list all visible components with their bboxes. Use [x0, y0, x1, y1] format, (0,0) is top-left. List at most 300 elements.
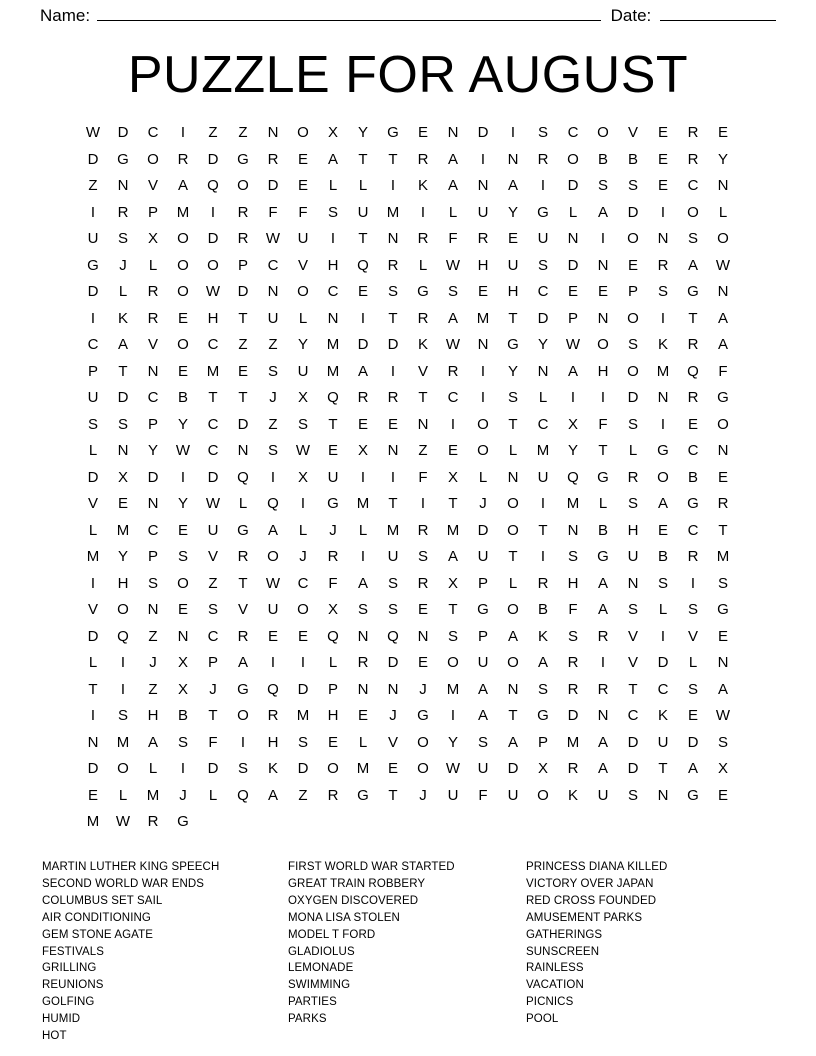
grid-cell[interactable]: G	[537, 707, 549, 725]
grid-cell[interactable]: O	[237, 177, 249, 195]
grid-cell[interactable]: N	[147, 362, 159, 380]
grid-cell[interactable]: R	[147, 283, 159, 301]
grid-cell[interactable]: R	[327, 548, 339, 566]
grid-cell[interactable]: D	[267, 177, 279, 195]
grid-cell[interactable]: X	[297, 389, 308, 407]
grid-cell[interactable]: Y	[567, 442, 578, 460]
grid-cell[interactable]: Z	[298, 786, 308, 804]
grid-cell[interactable]: I	[90, 203, 96, 221]
grid-cell[interactable]: E	[567, 283, 578, 301]
grid-cell[interactable]: S	[87, 415, 98, 433]
grid-cell[interactable]: E	[447, 442, 458, 460]
grid-cell[interactable]: U	[387, 548, 399, 566]
grid-cell[interactable]: C	[207, 442, 219, 460]
grid-cell[interactable]: K	[117, 309, 128, 327]
grid-cell[interactable]: T	[448, 601, 458, 619]
grid-cell[interactable]: I	[360, 468, 366, 486]
grid-cell[interactable]: A	[507, 733, 518, 751]
grid-cell[interactable]: U	[507, 786, 519, 804]
grid-cell[interactable]: L	[328, 654, 338, 672]
word-list-item[interactable]: PARKS	[288, 1013, 327, 1026]
grid-cell[interactable]: T	[508, 707, 518, 725]
grid-cell[interactable]: G	[237, 521, 249, 539]
grid-cell[interactable]: N	[567, 521, 579, 539]
grid-cell[interactable]: E	[327, 442, 338, 460]
grid-cell[interactable]: N	[597, 309, 609, 327]
grid-cell[interactable]: E	[327, 733, 338, 751]
grid-cell[interactable]: D	[477, 521, 489, 539]
grid-cell[interactable]: X	[117, 468, 128, 486]
grid-cell[interactable]: N	[237, 442, 249, 460]
word-list-item[interactable]: SUNSCREEN	[526, 945, 600, 958]
grid-cell[interactable]: T	[388, 495, 398, 513]
grid-cell[interactable]: S	[387, 574, 398, 592]
grid-cell[interactable]: R	[387, 256, 399, 274]
grid-cell[interactable]: R	[237, 548, 249, 566]
grid-cell[interactable]: Q	[117, 627, 129, 645]
grid-cell[interactable]: N	[567, 230, 579, 248]
grid-cell[interactable]: O	[177, 230, 189, 248]
grid-cell[interactable]: S	[537, 124, 548, 142]
grid-cell[interactable]: O	[537, 786, 549, 804]
grid-cell[interactable]: K	[267, 760, 278, 778]
grid-cell[interactable]: I	[90, 309, 96, 327]
grid-cell[interactable]: A	[447, 177, 458, 195]
grid-cell[interactable]: N	[597, 707, 609, 725]
grid-cell[interactable]: T	[238, 309, 248, 327]
grid-cell[interactable]: Q	[387, 627, 399, 645]
word-list-item[interactable]: HOT	[42, 1030, 67, 1043]
grid-cell[interactable]: Y	[117, 548, 128, 566]
grid-cell[interactable]: S	[627, 601, 638, 619]
grid-cell[interactable]: I	[270, 654, 276, 672]
grid-cell[interactable]: V	[387, 733, 398, 751]
grid-cell[interactable]: I	[210, 203, 216, 221]
grid-cell[interactable]: I	[660, 203, 666, 221]
grid-cell[interactable]: J	[119, 256, 127, 274]
grid-cell[interactable]: V	[207, 548, 218, 566]
grid-cell[interactable]: G	[117, 150, 129, 168]
grid-cell[interactable]: F	[568, 601, 578, 619]
grid-cell[interactable]: A	[507, 627, 518, 645]
grid-cell[interactable]: N	[507, 150, 519, 168]
grid-cell[interactable]: F	[208, 733, 218, 751]
grid-cell[interactable]: T	[388, 786, 398, 804]
grid-cell[interactable]: S	[177, 733, 188, 751]
grid-cell[interactable]: M	[146, 786, 160, 804]
grid-cell[interactable]: X	[177, 654, 188, 672]
grid-cell[interactable]: O	[627, 230, 639, 248]
grid-cell[interactable]: H	[507, 283, 519, 301]
grid-cell[interactable]: E	[357, 707, 368, 725]
grid-cell[interactable]: G	[507, 336, 519, 354]
word-list-item[interactable]: GATHERINGS	[526, 928, 603, 941]
grid-cell[interactable]: W	[265, 574, 281, 592]
grid-cell[interactable]: F	[478, 786, 488, 804]
grid-cell[interactable]: H	[627, 521, 639, 539]
grid-cell[interactable]: I	[390, 177, 396, 195]
grid-cell[interactable]: E	[687, 415, 698, 433]
grid-cell[interactable]: N	[147, 495, 159, 513]
grid-cell[interactable]: X	[327, 124, 338, 142]
grid-cell[interactable]: N	[627, 574, 639, 592]
grid-cell[interactable]: G	[687, 786, 699, 804]
grid-cell[interactable]: U	[537, 468, 549, 486]
grid-cell[interactable]: O	[297, 601, 309, 619]
grid-cell[interactable]: V	[87, 495, 98, 513]
word-list-item[interactable]: SWIMMING	[288, 979, 351, 992]
grid-cell[interactable]: R	[237, 203, 249, 221]
grid-cell[interactable]: R	[267, 707, 279, 725]
grid-cell[interactable]: W	[265, 230, 281, 248]
grid-cell[interactable]: D	[207, 760, 219, 778]
grid-cell[interactable]: I	[480, 362, 486, 380]
grid-cell[interactable]: I	[510, 124, 516, 142]
grid-cell[interactable]: C	[147, 389, 159, 407]
grid-cell[interactable]: U	[627, 548, 639, 566]
grid-cell[interactable]: W	[175, 442, 191, 460]
grid-cell[interactable]: T	[628, 680, 638, 698]
grid-cell[interactable]: R	[627, 468, 639, 486]
grid-cell[interactable]: J	[179, 786, 187, 804]
grid-cell[interactable]: I	[270, 468, 276, 486]
grid-cell[interactable]: M	[176, 203, 190, 221]
grid-cell[interactable]: G	[597, 548, 609, 566]
grid-cell[interactable]: I	[600, 654, 606, 672]
grid-cell[interactable]: A	[117, 336, 128, 354]
grid-cell[interactable]: N	[717, 442, 729, 460]
grid-cell[interactable]: Z	[238, 124, 248, 142]
grid-cell[interactable]: F	[328, 574, 338, 592]
grid-cell[interactable]: C	[627, 707, 639, 725]
grid-cell[interactable]: A	[357, 362, 368, 380]
grid-cell[interactable]: W	[445, 256, 461, 274]
grid-cell[interactable]: O	[687, 203, 699, 221]
grid-cell[interactable]: Z	[238, 336, 248, 354]
grid-cell[interactable]: P	[567, 309, 578, 327]
grid-cell[interactable]: R	[687, 389, 699, 407]
grid-cell[interactable]: X	[297, 468, 308, 486]
grid-cell[interactable]: Y	[177, 495, 188, 513]
word-list-item[interactable]: FESTIVALS	[42, 945, 105, 958]
grid-cell[interactable]: A	[717, 336, 728, 354]
grid-cell[interactable]: O	[597, 124, 609, 142]
grid-cell[interactable]: C	[207, 627, 219, 645]
grid-cell[interactable]: E	[297, 150, 308, 168]
grid-cell[interactable]: C	[327, 283, 339, 301]
grid-cell[interactable]: Q	[357, 256, 369, 274]
grid-cell[interactable]: B	[177, 389, 188, 407]
grid-cell[interactable]: D	[87, 760, 99, 778]
grid-cell[interactable]: E	[357, 415, 368, 433]
grid-cell[interactable]: S	[327, 203, 338, 221]
grid-cell[interactable]: S	[657, 574, 668, 592]
grid-cell[interactable]: O	[297, 124, 309, 142]
word-list-item[interactable]: GREAT TRAIN ROBBERY	[288, 878, 426, 890]
grid-cell[interactable]: O	[297, 283, 309, 301]
grid-cell[interactable]: E	[117, 495, 128, 513]
grid-cell[interactable]: E	[177, 362, 188, 380]
grid-cell[interactable]: E	[177, 521, 188, 539]
grid-cell[interactable]: C	[537, 415, 549, 433]
grid-cell[interactable]: U	[597, 786, 609, 804]
grid-cell[interactable]: K	[417, 336, 428, 354]
grid-cell[interactable]: O	[417, 733, 429, 751]
grid-cell[interactable]: U	[537, 230, 549, 248]
grid-cell[interactable]: N	[477, 177, 489, 195]
grid-cell[interactable]: N	[177, 627, 189, 645]
grid-cell[interactable]: R	[447, 362, 459, 380]
grid-cell[interactable]: K	[657, 336, 668, 354]
grid-cell[interactable]: P	[87, 362, 98, 380]
grid-cell[interactable]: D	[567, 177, 579, 195]
grid-cell[interactable]: F	[718, 362, 728, 380]
grid-cell[interactable]: U	[477, 548, 489, 566]
grid-cell[interactable]: R	[537, 574, 549, 592]
grid-cell[interactable]: C	[537, 283, 549, 301]
grid-cell[interactable]: R	[687, 336, 699, 354]
grid-cell[interactable]: I	[300, 495, 306, 513]
grid-cell[interactable]: S	[117, 415, 128, 433]
grid-cell[interactable]: A	[267, 521, 278, 539]
grid-cell[interactable]: E	[477, 283, 488, 301]
word-list-item[interactable]: MODEL T FORD	[288, 928, 376, 941]
grid-cell[interactable]: I	[690, 574, 696, 592]
grid-cell[interactable]: R	[177, 150, 189, 168]
grid-cell[interactable]: E	[627, 256, 638, 274]
grid-cell[interactable]: L	[718, 203, 728, 221]
grid-cell[interactable]: S	[627, 415, 638, 433]
grid-cell[interactable]: Q	[207, 177, 219, 195]
grid-cell[interactable]: T	[538, 521, 548, 539]
grid-cell[interactable]: Q	[267, 680, 279, 698]
grid-cell[interactable]: E	[507, 230, 518, 248]
grid-cell[interactable]: N	[417, 415, 429, 433]
grid-cell[interactable]: D	[537, 309, 549, 327]
grid-cell[interactable]: Q	[327, 627, 339, 645]
grid-cell[interactable]: V	[237, 601, 248, 619]
grid-cell[interactable]: I	[660, 309, 666, 327]
grid-cell[interactable]: F	[298, 203, 308, 221]
grid-cell[interactable]: W	[445, 336, 461, 354]
grid-cell[interactable]: D	[567, 256, 579, 274]
grid-cell[interactable]: I	[540, 495, 546, 513]
word-list-item[interactable]: REUNIONS	[42, 979, 104, 992]
grid-cell[interactable]: L	[418, 256, 428, 274]
grid-cell[interactable]: W	[205, 283, 221, 301]
grid-cell[interactable]: S	[447, 627, 458, 645]
grid-cell[interactable]: A	[597, 601, 608, 619]
word-list-item[interactable]: HUMID	[42, 1013, 81, 1026]
grid-cell[interactable]: D	[237, 283, 249, 301]
grid-cell[interactable]: M	[446, 680, 460, 698]
grid-cell[interactable]: L	[88, 654, 98, 672]
grid-cell[interactable]: L	[688, 654, 698, 672]
grid-cell[interactable]: W	[205, 495, 221, 513]
grid-cell[interactable]: I	[180, 468, 186, 486]
grid-cell[interactable]: G	[687, 495, 699, 513]
grid-cell[interactable]: D	[627, 389, 639, 407]
grid-cell[interactable]: E	[297, 177, 308, 195]
grid-cell[interactable]: S	[687, 230, 698, 248]
grid-cell[interactable]: V	[147, 177, 158, 195]
grid-cell[interactable]: M	[356, 760, 370, 778]
grid-cell[interactable]: T	[238, 389, 248, 407]
grid-cell[interactable]: N	[117, 177, 129, 195]
grid-cell[interactable]: A	[357, 574, 368, 592]
grid-cell[interactable]: H	[147, 707, 159, 725]
grid-cell[interactable]: S	[717, 574, 728, 592]
grid-cell[interactable]: X	[177, 680, 188, 698]
grid-cell[interactable]: Z	[88, 177, 98, 195]
grid-cell[interactable]: P	[327, 680, 338, 698]
word-list-item[interactable]: FIRST WORLD WAR STARTED	[288, 861, 455, 874]
grid-cell[interactable]: X	[717, 760, 728, 778]
grid-cell[interactable]: D	[297, 680, 309, 698]
grid-cell[interactable]: F	[598, 415, 608, 433]
grid-cell[interactable]: M	[326, 362, 340, 380]
grid-cell[interactable]: L	[118, 786, 128, 804]
word-list-item[interactable]: POOL	[526, 1013, 559, 1026]
grid-cell[interactable]: D	[627, 733, 639, 751]
grid-cell[interactable]: L	[88, 442, 98, 460]
grid-cell[interactable]: S	[477, 733, 488, 751]
grid-cell[interactable]: E	[717, 786, 728, 804]
word-list-item[interactable]: LEMONADE	[288, 962, 354, 975]
grid-cell[interactable]: O	[657, 468, 669, 486]
grid-cell[interactable]: L	[148, 256, 158, 274]
grid-cell[interactable]: M	[566, 495, 580, 513]
grid-cell[interactable]: T	[718, 521, 728, 539]
grid-cell[interactable]: I	[240, 733, 246, 751]
grid-cell[interactable]: C	[297, 574, 309, 592]
grid-cell[interactable]: J	[149, 654, 157, 672]
grid-cell[interactable]: Y	[147, 442, 158, 460]
grid-cell[interactable]: N	[387, 442, 399, 460]
grid-cell[interactable]: A	[597, 760, 608, 778]
grid-cell[interactable]: D	[687, 733, 699, 751]
grid-cell[interactable]: N	[657, 786, 669, 804]
grid-cell[interactable]: S	[237, 760, 248, 778]
grid-cell[interactable]: T	[598, 442, 608, 460]
grid-cell[interactable]: N	[387, 230, 399, 248]
grid-cell[interactable]: G	[417, 707, 429, 725]
grid-cell[interactable]: P	[147, 203, 158, 221]
grid-cell[interactable]: S	[537, 680, 548, 698]
grid-cell[interactable]: R	[717, 495, 729, 513]
grid-cell[interactable]: K	[657, 707, 668, 725]
grid-cell[interactable]: S	[147, 574, 158, 592]
grid-cell[interactable]: J	[329, 521, 337, 539]
grid-cell[interactable]: X	[537, 760, 548, 778]
grid-cell[interactable]: A	[717, 309, 728, 327]
grid-cell[interactable]: M	[86, 548, 100, 566]
grid-cell[interactable]: V	[87, 601, 98, 619]
grid-cell[interactable]: N	[387, 680, 399, 698]
grid-cell[interactable]: T	[328, 415, 338, 433]
grid-cell[interactable]: U	[297, 362, 309, 380]
grid-cell[interactable]: D	[237, 415, 249, 433]
grid-cell[interactable]: O	[417, 760, 429, 778]
grid-cell[interactable]: W	[115, 813, 131, 831]
grid-cell[interactable]: R	[597, 627, 609, 645]
grid-cell[interactable]: W	[445, 760, 461, 778]
grid-cell[interactable]: E	[657, 521, 668, 539]
grid-cell[interactable]: Q	[687, 362, 699, 380]
grid-cell[interactable]: U	[657, 733, 669, 751]
grid-cell[interactable]: L	[628, 442, 638, 460]
word-list-item[interactable]: VICTORY OVER JAPAN	[526, 878, 654, 890]
word-list-item[interactable]: GRILLING	[42, 962, 97, 975]
grid-cell[interactable]: U	[87, 230, 99, 248]
grid-cell[interactable]: I	[660, 627, 666, 645]
grid-cell[interactable]: M	[86, 813, 100, 831]
grid-cell[interactable]: P	[207, 654, 218, 672]
grid-cell[interactable]: J	[389, 707, 397, 725]
grid-cell[interactable]: B	[177, 707, 188, 725]
grid-cell[interactable]: W	[565, 336, 581, 354]
word-list-item[interactable]: OXYGEN DISCOVERED	[288, 894, 419, 907]
grid-cell[interactable]: S	[387, 283, 398, 301]
grid-cell[interactable]: D	[87, 283, 99, 301]
grid-cell[interactable]: I	[390, 468, 396, 486]
grid-cell[interactable]: I	[660, 415, 666, 433]
grid-cell[interactable]: U	[507, 256, 519, 274]
grid-cell[interactable]: R	[417, 574, 429, 592]
word-list-item[interactable]: SECOND WORLD WAR ENDS	[42, 878, 205, 890]
grid-cell[interactable]: L	[358, 733, 368, 751]
grid-cell[interactable]: I	[90, 574, 96, 592]
grid-cell[interactable]: N	[147, 601, 159, 619]
grid-cell[interactable]: S	[627, 177, 638, 195]
grid-cell[interactable]: Z	[148, 680, 158, 698]
grid-cell[interactable]: S	[297, 415, 308, 433]
grid-cell[interactable]: A	[597, 203, 608, 221]
grid-cell[interactable]: Z	[208, 124, 218, 142]
word-list-item[interactable]: PICNICS	[526, 996, 574, 1009]
grid-cell[interactable]: H	[327, 256, 339, 274]
grid-cell[interactable]: A	[597, 574, 608, 592]
grid-cell[interactable]: L	[508, 574, 518, 592]
grid-cell[interactable]: M	[446, 521, 460, 539]
grid-cell[interactable]: U	[207, 521, 219, 539]
grid-cell[interactable]: E	[87, 786, 98, 804]
grid-cell[interactable]: I	[420, 495, 426, 513]
grid-cell[interactable]: A	[597, 733, 608, 751]
grid-cell[interactable]: R	[147, 813, 159, 831]
grid-cell[interactable]: G	[537, 203, 549, 221]
grid-cell[interactable]: O	[117, 601, 129, 619]
grid-cell[interactable]: U	[477, 203, 489, 221]
grid-cell[interactable]: K	[417, 177, 428, 195]
grid-cell[interactable]: T	[508, 415, 518, 433]
grid-cell[interactable]: L	[118, 283, 128, 301]
grid-cell[interactable]: E	[267, 627, 278, 645]
grid-cell[interactable]: S	[537, 256, 548, 274]
grid-cell[interactable]: M	[386, 203, 400, 221]
grid-cell[interactable]: I	[480, 389, 486, 407]
word-list-item[interactable]: GOLFING	[42, 996, 95, 1009]
grid-cell[interactable]: T	[508, 548, 518, 566]
grid-cell[interactable]: G	[237, 150, 249, 168]
grid-cell[interactable]: S	[447, 283, 458, 301]
grid-cell[interactable]: P	[477, 574, 488, 592]
grid-cell[interactable]: N	[267, 124, 279, 142]
grid-cell[interactable]: N	[267, 283, 279, 301]
grid-cell[interactable]: R	[657, 256, 669, 274]
grid-cell[interactable]: I	[120, 654, 126, 672]
grid-cell[interactable]: A	[177, 177, 188, 195]
